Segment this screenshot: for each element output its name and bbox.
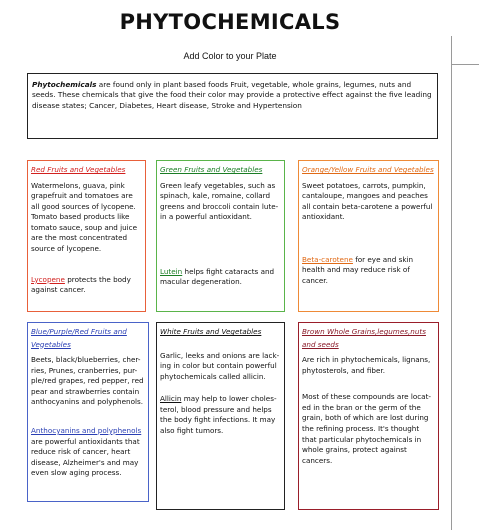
blue-box-keyword: Anthocyanins and polyphenols [31,425,142,435]
horizontal-rule [451,64,479,65]
page-title: PHYTOCHEMICALS [119,10,341,34]
white-box-header: White Fruits and Vegetables [160,327,262,336]
orange-fruits-box [298,160,439,312]
blue-box-benefit-para [31,426,145,479]
red-box-header: Red Fruits and Vegetables [31,165,126,174]
orange-box-header: Orange/Yellow Fruits and Vegetables [302,165,434,174]
white-box-benefit-para [160,394,281,436]
red-box-keyword: Lycopene [31,274,65,284]
green-box-benefit-para [160,267,281,288]
brown-box-header: Brown Whole Grains,legumes,nuts and seeds [302,327,426,349]
orange-box-benefit-para [302,255,435,287]
white-fruits-box [156,322,285,510]
orange-box-body: Sweet potatoes, carrots, pumpkin, cantaloupe, mangoes and peaches all contain beta-carotene a powerful antioxidant. [302,180,433,222]
blue-box-benefit: are powerful antioxidants that reduce risk of cancer, heart disease, Alzheimer's and may even slow aging process. [31,436,140,478]
red-fruits-box [27,160,146,312]
vertical-rule [451,36,452,530]
intro-box [27,73,438,139]
red-box-benefit: protects the body against cancer. [31,274,131,295]
white-box-body: Garlic, leeks and onions are lack-ing in color but contain powerful phytochemicals called allicin. [160,350,280,381]
brown-box-body: Are rich in phytochemicals, lignans, phytosterols, and fiber. [302,355,431,375]
blue-box-body: Beets, black/blueberries, cher-ries, Prunes, cranberries, pur-ple/red grapes, red pepper, red pear and strawberries contain anthocyanins and polyphenols. [31,355,144,407]
green-box-benefit: helps fight cataracts and macular degeneration. [160,266,275,287]
page-subtitle: Add Color to your Plate [183,51,277,61]
white-box-benefit: may help to lower choles-terol, blood pressure and helps the body fight infections. It may also fight tumors. [160,394,277,436]
red-box-benefit-para [31,275,142,296]
white-box-keyword: Allicin [160,394,182,404]
red-box-body: Watermelons, guava, pink grapefruit and tomatoes are all good sources of lycopene. Tomato based products like tomato sauce, soup and juice are the most concentrated source of lycopene. [31,180,138,254]
blue-box-header: Blue/Purple/Red Fruits and Vegetables [31,327,127,349]
intro-text: are found only in plant based foods Fruit, vegetable, whole grains, legumes, nuts and seeds. These chemicals that give the food their color may provide a protective effect against the five leading disease states; Cancer, Diabetes, Heart disease, Stroke and Hypertension [32,80,432,110]
orange-box-keyword: Beta-carotene [302,254,353,264]
brown-box-body2: Most of these compounds are locat-ed in the bran or the germ of the grain, both of which are lost during the refining process. It's thought that particular phytochemicals in whole grains, protect against cancers. [302,392,431,465]
intro-term: Phytochemicals [32,80,97,89]
brown-grains-box [298,322,439,510]
green-box-keyword: Lutein [160,266,183,276]
green-fruits-box [156,160,285,312]
blue-purple-fruits-box [27,322,149,502]
green-box-body: Green leafy vegetables, such as spinach, kale, romaine, collard greens and broccoli contain lute-in a powerful antioxidant. [160,180,279,222]
green-box-header: Green Fruits and Vegetables [160,165,263,174]
orange-box-benefit: for eye and skin health and may reduce risk of cancer. [302,254,414,286]
